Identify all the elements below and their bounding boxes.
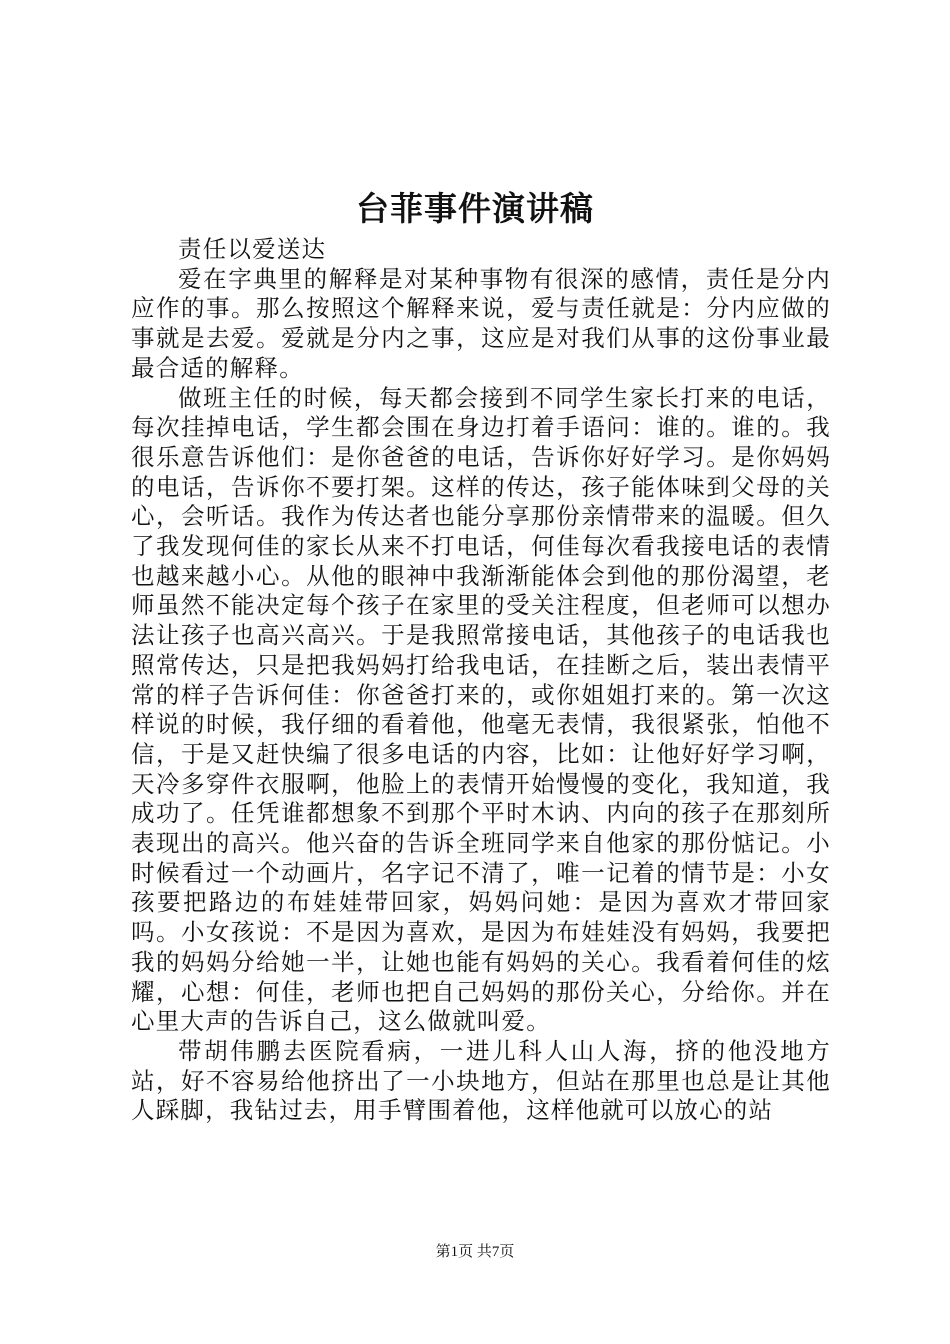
document-title: 台菲事件演讲稿	[356, 189, 594, 228]
paragraph: 带胡伟鹏去医院看病，一进儿科人山人海，挤的他没地方站，好不容易给他挤出了一小块地方，但站在那里也总是让其他人踩脚，我钻过去，用手臂围着他，这样他就可以放心的站	[131, 1036, 831, 1125]
paragraph: 爱在字典里的解释是对某种事物有很深的感情，责任是分内应作的事。那么按照这个解释来说，爱与责任就是：分内应做的事就是去爱。爱就是分内之事，这应是对我们从事的这份事业最最合适的解释。	[131, 264, 831, 382]
document-body	[131, 235, 831, 1126]
page-number-footer: 第1页 共7页	[435, 1244, 515, 1260]
paragraph-subtitle: 责任以爱送达	[178, 235, 327, 263]
paragraph: 做班主任的时候，每天都会接到不同学生家长打来的电话，每次挂掉电话，学生都会围在身边打着手语问：谁的。谁的。我很乐意告诉他们：是你爸爸的电话，告诉你好好学习。是你妈妈的电话，告诉你不要打架。这样的传达，孩子能体味到父母的关心，会听话。我作为传达者也能分享那份亲情带来的温暖。但久了我发现何佳的家长从来不打电话，何佳每次看我接电话的表情也越来越小心。从他的眼神中我渐渐能体会到他的那份渴望，老师虽然不能决定每个孩子在家里的受关注程度，但老师可以想办法让孩子也高兴高兴。于是我照常接电话，其他孩子的电话我也照常传达，只是把我妈妈打给我电话，在挂断之后，装出表情平常的样子告诉何佳：你爸爸打来的，或你姐姐打来的。第一次这样说的时候，我仔细的看着他，他毫无表情，我很紧张，怕他不信，于是又赶快编了很多电话的内容，比如：让他好好学习啊，天冷多穿件衣服啊，他脸上的表情开始慢慢的变化，我知道，我成功了。任凭谁都想象不到那个平时木讷、内向的孩子在那刻所表现出的高兴。他兴奋的告诉全班同学来自他家的那份惦记。小时候看过一个动画片，名字记不清了，唯一记着的情节是：小女孩要把路边的布娃娃带回家，妈妈问她：是因为喜欢才带回家吗。小女孩说：不是因为喜欢，是因为布娃娃没有妈妈，我要把我的妈妈分给她一半，让她也能有妈妈的关心。我看着何佳的炫耀，心想：何佳，老师也把自己妈妈的那份关心，分给你。并在心里大声的告诉自己，这么做就叫爱。	[131, 383, 831, 1036]
